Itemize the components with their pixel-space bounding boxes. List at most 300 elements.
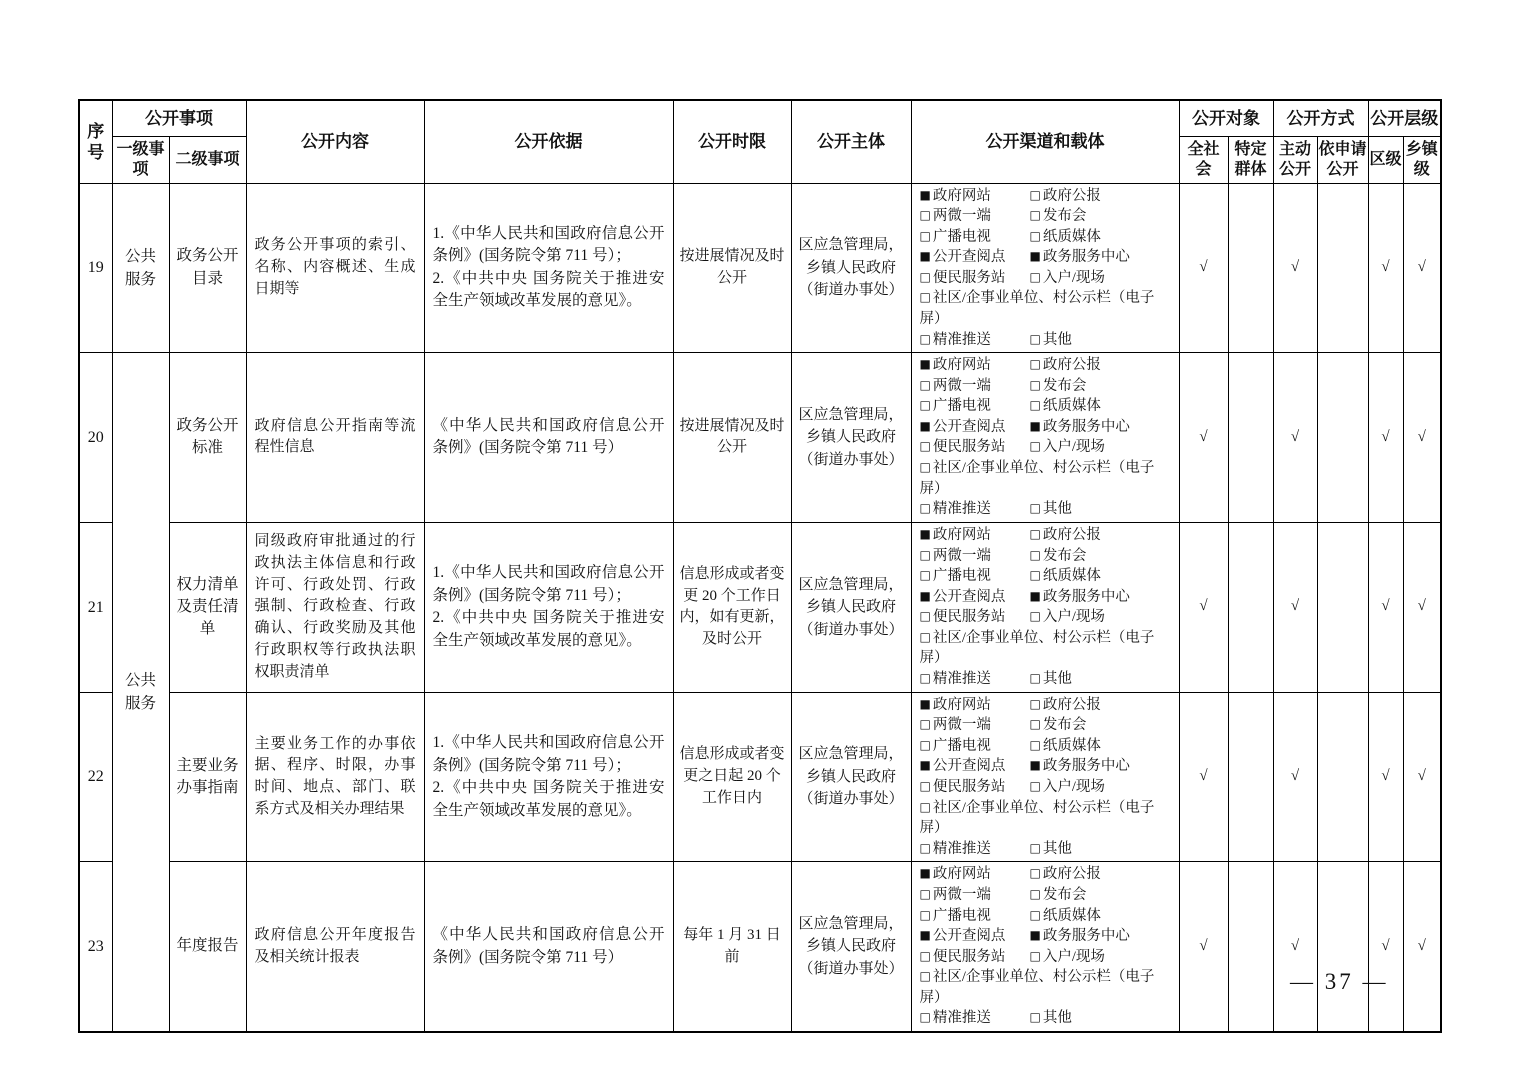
col-header-method-on-request: 依申请公开 xyxy=(1317,136,1368,183)
channel-option-label: 广播电视 xyxy=(932,907,991,924)
col-header-audience: 公开对象 xyxy=(1179,100,1273,136)
channel-option-label: 政务服务中心 xyxy=(1042,758,1130,775)
checkbox-checked-icon: ■ xyxy=(919,588,931,603)
basis-line: 1.《中华人民共和国政府信息公开条例》(国务院令第 711 号）； xyxy=(432,224,665,265)
checkbox-unchecked-icon: □ xyxy=(919,907,931,922)
basis-line: 2.《中共中央 国务院关于推进安全生产领域改革发展的意见》。 xyxy=(432,269,665,310)
channel-option-label: 社区/企事业单位、村公示栏（电子屏） xyxy=(919,969,1155,1006)
channel-option-label: 社区/企事业单位、村公示栏（电子屏） xyxy=(919,629,1155,667)
channel-option-label: 发布会 xyxy=(1042,547,1087,564)
checkbox-unchecked-icon: □ xyxy=(1029,377,1041,392)
channel-list xyxy=(920,186,1171,351)
checkbox-unchecked-icon: □ xyxy=(919,439,931,454)
channel-option-label: 政府公报 xyxy=(1042,866,1101,883)
checkbox-unchecked-icon: □ xyxy=(1029,208,1041,223)
channel-option-label: 公开查阅点 xyxy=(932,928,1006,945)
channel-option xyxy=(920,525,1030,546)
checkbox-unchecked-icon: □ xyxy=(919,290,931,305)
basis-line: 2.《中共中央 国务院关于推进安全生产领域改革发展的意见》。 xyxy=(432,609,665,649)
channel-option-label: 精准推送 xyxy=(932,331,991,348)
channel-option-label: 政府公报 xyxy=(1042,187,1101,204)
checkbox-unchecked-icon: □ xyxy=(919,501,931,516)
cell-check-level-township: √ xyxy=(1403,353,1441,523)
cell-channels xyxy=(911,692,1179,862)
channel-option xyxy=(920,206,1030,227)
checkbox-checked-icon: ■ xyxy=(919,928,931,943)
channel-option-label: 便民服务站 xyxy=(932,609,1006,626)
cell-disclosure-content: 政务公开事项的索引、名称、内容概述、生成日期等 xyxy=(246,183,424,353)
channel-option-label: 社区/企事业单位、村公示栏（电子屏） xyxy=(919,290,1155,327)
cell-level2-item: 主要业务办事指南 xyxy=(169,692,246,862)
cell-channels xyxy=(911,862,1179,1032)
checkbox-unchecked-icon: □ xyxy=(919,779,931,794)
cell-disclosure-subject: 区应急管理局，乡镇人民政府（街道办事处） xyxy=(791,353,911,523)
channel-option xyxy=(920,376,1030,397)
col-header-level: 公开层级 xyxy=(1368,100,1441,136)
channel-option-label: 其他 xyxy=(1042,501,1072,518)
basis-line: 《中华人民共和国政府信息公开条例》(国务院令第 711 号） xyxy=(432,416,665,457)
checkbox-unchecked-icon: □ xyxy=(919,840,931,855)
channel-option-label: 政府网站 xyxy=(932,696,991,713)
channel-option-label: 社区/企事业单位、村公示栏（电子屏） xyxy=(919,799,1155,837)
checkbox-unchecked-icon: □ xyxy=(1029,609,1041,624)
channel-option xyxy=(1030,926,1171,947)
checkbox-unchecked-icon: □ xyxy=(1029,840,1041,855)
col-header-basis: 公开依据 xyxy=(424,100,673,183)
disclosure-table xyxy=(78,99,1442,1033)
channel-option-label: 政府网站 xyxy=(932,187,991,204)
checkbox-unchecked-icon: □ xyxy=(1029,737,1041,752)
channel-list xyxy=(920,355,1171,520)
channel-option-label: 其他 xyxy=(1042,1010,1072,1027)
cell-time-limit: 信息形成或者变更之日起 20 个工作日内 xyxy=(673,692,791,862)
col-header-time-limit: 公开时限 xyxy=(673,100,791,183)
checkbox-checked-icon: ■ xyxy=(919,866,931,881)
channel-option-label: 纸质媒体 xyxy=(1042,568,1101,585)
cell-time-limit: 信息形成或者变更 20 个工作日内，如有更新，及时公开 xyxy=(673,522,791,692)
checkbox-unchecked-icon: □ xyxy=(1029,187,1041,202)
checkbox-unchecked-icon: □ xyxy=(919,969,931,984)
channel-option xyxy=(1030,839,1171,860)
channel-option xyxy=(920,967,1171,1008)
channel-option xyxy=(1030,417,1171,438)
channel-option xyxy=(1030,206,1171,227)
channel-option-label: 政务服务中心 xyxy=(1042,928,1130,945)
channel-option xyxy=(1030,864,1171,885)
channel-option xyxy=(920,1008,1030,1029)
table-body xyxy=(79,183,1441,1032)
cell-level2-item: 政务公开目录 xyxy=(169,183,246,353)
cell-check-level-township: √ xyxy=(1403,862,1441,1032)
checkbox-unchecked-icon: □ xyxy=(1029,501,1041,516)
channel-option-label: 发布会 xyxy=(1042,377,1087,394)
col-header-level-township: 乡镇级 xyxy=(1403,136,1441,183)
channel-option xyxy=(920,355,1030,376)
channel-option-label: 入户/现场 xyxy=(1042,609,1105,626)
checkbox-checked-icon: ■ xyxy=(1029,249,1041,264)
cell-disclosure-content: 主要业务工作的办事依据、程序、时限，办事时间、地点、部门、联系方式及相关办理结果 xyxy=(246,692,424,862)
cell-check-audience-specific xyxy=(1228,862,1273,1032)
channel-option-label: 纸质媒体 xyxy=(1042,737,1101,754)
cell-time-limit: 按进展情况及时公开 xyxy=(673,353,791,523)
cell-time-limit: 按进展情况及时公开 xyxy=(673,183,791,353)
channel-option-label: 便民服务站 xyxy=(932,269,1006,286)
cell-check-method-proactive: √ xyxy=(1273,353,1317,523)
cell-check-method-on-request xyxy=(1317,353,1368,523)
checkbox-checked-icon: ■ xyxy=(919,249,931,264)
basis-line: 2.《中共中央 国务院关于推进安全生产领域改革发展的意见》。 xyxy=(432,779,665,819)
channel-option xyxy=(1030,355,1171,376)
cell-check-level-district: √ xyxy=(1368,183,1403,353)
col-header-method: 公开方式 xyxy=(1273,100,1368,136)
checkbox-unchecked-icon: □ xyxy=(919,228,931,243)
basis-line: 1.《中华人民共和国政府信息公开条例》(国务院令第 711 号）； xyxy=(432,564,665,604)
col-header-audience-specific: 特定群体 xyxy=(1228,136,1273,183)
channel-option-label: 两微一端 xyxy=(932,886,991,903)
channel-option xyxy=(1030,885,1171,906)
channel-option-label: 纸质媒体 xyxy=(1042,228,1101,245)
channel-option-label: 其他 xyxy=(1042,670,1072,687)
basis-line: 《中华人民共和国政府信息公开条例》(国务院令第 711 号） xyxy=(432,926,665,966)
channel-option-label: 两微一端 xyxy=(932,547,991,564)
checkbox-checked-icon: ■ xyxy=(1029,418,1041,433)
cell-check-method-proactive: √ xyxy=(1273,862,1317,1032)
cell-disclosure-content: 政府信息公开年度报告及相关统计报表 xyxy=(246,862,424,1032)
checkbox-unchecked-icon: □ xyxy=(919,568,931,583)
channel-option-label: 政务服务中心 xyxy=(1042,588,1130,605)
checkbox-unchecked-icon: □ xyxy=(919,717,931,732)
channel-option xyxy=(920,777,1030,798)
checkbox-checked-icon: ■ xyxy=(919,758,931,773)
checkbox-unchecked-icon: □ xyxy=(1029,779,1041,794)
channel-option xyxy=(920,186,1030,207)
channel-option xyxy=(1030,906,1171,927)
channel-option-label: 政府公报 xyxy=(1042,357,1101,374)
channel-option-label: 其他 xyxy=(1042,840,1072,857)
channel-option xyxy=(920,607,1030,628)
checkbox-unchecked-icon: □ xyxy=(919,609,931,624)
channel-option xyxy=(1030,777,1171,798)
cell-level1-item: 公共服务 xyxy=(112,183,169,353)
channel-option xyxy=(920,437,1030,458)
checkbox-unchecked-icon: □ xyxy=(919,208,931,223)
col-header-level2-item: 二级事项 xyxy=(169,136,246,183)
channel-list xyxy=(920,864,1171,1029)
checkbox-unchecked-icon: □ xyxy=(1029,717,1041,732)
channel-option xyxy=(920,864,1030,885)
channel-option xyxy=(920,566,1030,587)
cell-check-level-district: √ xyxy=(1368,522,1403,692)
checkbox-unchecked-icon: □ xyxy=(1029,547,1041,562)
channel-option-label: 广播电视 xyxy=(932,228,991,245)
channel-option xyxy=(920,695,1030,716)
cell-disclosure-basis xyxy=(424,353,673,523)
channel-option xyxy=(1030,546,1171,567)
channel-option xyxy=(1030,715,1171,736)
cell-check-audience-all: √ xyxy=(1179,862,1228,1032)
cell-check-audience-specific xyxy=(1228,522,1273,692)
channel-option xyxy=(1030,566,1171,587)
channel-option-label: 精准推送 xyxy=(932,840,991,857)
channel-option-label: 其他 xyxy=(1042,331,1072,348)
channel-option xyxy=(920,247,1030,268)
cell-check-level-district: √ xyxy=(1368,353,1403,523)
channel-option xyxy=(1030,525,1171,546)
cell-level2-item: 年度报告 xyxy=(169,862,246,1032)
checkbox-unchecked-icon: □ xyxy=(1029,526,1041,541)
table-row xyxy=(79,862,1441,1032)
col-header-method-proactive: 主动公开 xyxy=(1273,136,1317,183)
cell-serial-number: 20 xyxy=(79,353,112,523)
channel-option-label: 政府公报 xyxy=(1042,526,1101,543)
channel-option xyxy=(1030,268,1171,289)
cell-level2-item: 权力清单及责任清单 xyxy=(169,522,246,692)
checkbox-unchecked-icon: □ xyxy=(1029,886,1041,901)
cell-disclosure-basis xyxy=(424,862,673,1032)
checkbox-unchecked-icon: □ xyxy=(1029,439,1041,454)
checkbox-unchecked-icon: □ xyxy=(1029,269,1041,284)
checkbox-unchecked-icon: □ xyxy=(919,948,931,963)
checkbox-checked-icon: ■ xyxy=(919,357,931,372)
cell-check-level-township: √ xyxy=(1403,183,1441,353)
col-header-content: 公开内容 xyxy=(246,100,424,183)
checkbox-unchecked-icon: □ xyxy=(1029,568,1041,583)
checkbox-unchecked-icon: □ xyxy=(919,886,931,901)
channel-option-label: 政务服务中心 xyxy=(1042,418,1130,435)
table-row xyxy=(79,522,1441,692)
checkbox-unchecked-icon: □ xyxy=(1029,228,1041,243)
cell-channels xyxy=(911,522,1179,692)
channel-option xyxy=(920,669,1030,690)
checkbox-unchecked-icon: □ xyxy=(1029,1010,1041,1025)
channel-option xyxy=(920,839,1030,860)
checkbox-checked-icon: ■ xyxy=(919,526,931,541)
channel-option-label: 纸质媒体 xyxy=(1042,907,1101,924)
channel-option xyxy=(1030,669,1171,690)
channel-option-label: 社区/企事业单位、村公示栏（电子屏） xyxy=(919,460,1155,497)
cell-disclosure-content: 政府信息公开指南等流程性信息 xyxy=(246,353,424,523)
channel-option xyxy=(920,756,1030,777)
checkbox-unchecked-icon: □ xyxy=(919,799,931,814)
channel-option-label: 发布会 xyxy=(1042,886,1087,903)
channel-option-label: 政府网站 xyxy=(932,357,991,374)
cell-disclosure-subject: 区应急管理局，乡镇人民政府（街道办事处） xyxy=(791,522,911,692)
channel-option xyxy=(1030,736,1171,757)
channel-option xyxy=(920,628,1160,669)
cell-disclosure-content: 同级政府审批通过的行政执法主体信息和行政许可、行政处罚、行政强制、行政检查、行政确认、行政奖励及其他行政职权等行政执法职权职责清单 xyxy=(246,522,424,692)
checkbox-unchecked-icon: □ xyxy=(919,331,931,346)
checkbox-checked-icon: ■ xyxy=(1029,758,1041,773)
cell-check-audience-specific xyxy=(1228,353,1273,523)
cell-check-level-township: √ xyxy=(1403,522,1441,692)
channel-option xyxy=(1030,756,1171,777)
channel-option xyxy=(1030,587,1171,608)
cell-channels xyxy=(911,353,1179,523)
checkbox-unchecked-icon: □ xyxy=(919,269,931,284)
channel-option xyxy=(920,587,1030,608)
channel-option-label: 广播电视 xyxy=(932,568,991,585)
cell-serial-number: 22 xyxy=(79,692,112,862)
table-row xyxy=(79,353,1441,523)
channel-option-label: 入户/现场 xyxy=(1042,439,1105,456)
cell-check-method-on-request xyxy=(1317,862,1368,1032)
channel-option xyxy=(920,499,1030,520)
checkbox-unchecked-icon: □ xyxy=(919,670,931,685)
checkbox-unchecked-icon: □ xyxy=(1029,331,1041,346)
cell-check-method-on-request xyxy=(1317,522,1368,692)
cell-check-method-on-request xyxy=(1317,692,1368,862)
cell-disclosure-subject: 区应急管理局，乡镇人民政府（街道办事处） xyxy=(791,183,911,353)
channel-option xyxy=(920,396,1030,417)
channel-option xyxy=(1030,396,1171,417)
channel-option xyxy=(920,906,1030,927)
channel-option xyxy=(920,926,1030,947)
channel-option-label: 两微一端 xyxy=(932,208,991,225)
checkbox-unchecked-icon: □ xyxy=(919,737,931,752)
channel-option-label: 精准推送 xyxy=(932,501,991,518)
channel-option xyxy=(920,330,1030,351)
cell-check-audience-all: √ xyxy=(1179,522,1228,692)
checkbox-unchecked-icon: □ xyxy=(919,1010,931,1025)
cell-serial-number: 21 xyxy=(79,522,112,692)
checkbox-checked-icon: ■ xyxy=(1029,928,1041,943)
cell-check-audience-all: √ xyxy=(1179,692,1228,862)
basis-line: 1.《中华人民共和国政府信息公开条例》(国务院令第 711 号）； xyxy=(432,734,665,774)
channel-option-label: 发布会 xyxy=(1042,208,1087,225)
cell-check-level-district: √ xyxy=(1368,862,1403,1032)
channel-option-label: 便民服务站 xyxy=(932,948,1006,965)
channel-option xyxy=(920,458,1171,499)
checkbox-unchecked-icon: □ xyxy=(919,377,931,392)
checkbox-unchecked-icon: □ xyxy=(1029,696,1041,711)
cell-disclosure-basis xyxy=(424,522,673,692)
channel-option-label: 公开查阅点 xyxy=(932,588,1006,605)
channel-option-label: 政府网站 xyxy=(932,526,991,543)
channel-option-label: 两微一端 xyxy=(932,717,991,734)
channel-list xyxy=(920,695,1171,860)
checkbox-unchecked-icon: □ xyxy=(1029,907,1041,922)
channel-option xyxy=(1030,376,1171,397)
channel-option xyxy=(1030,695,1171,716)
cell-disclosure-subject: 区应急管理局，乡镇人民政府（街道办事处） xyxy=(791,862,911,1032)
channel-option xyxy=(920,227,1030,248)
channel-option xyxy=(1030,186,1171,207)
channel-option-label: 便民服务站 xyxy=(932,439,1006,456)
channel-option xyxy=(920,885,1030,906)
checkbox-unchecked-icon: □ xyxy=(1029,948,1041,963)
cell-serial-number: 19 xyxy=(79,183,112,353)
channel-option xyxy=(1030,247,1171,268)
col-header-level1-item: 一级事项 xyxy=(112,136,169,183)
channel-option xyxy=(920,546,1030,567)
table-header xyxy=(79,100,1441,183)
channel-option xyxy=(920,715,1030,736)
channel-option-label: 政府网站 xyxy=(932,866,991,883)
channel-option-label: 两微一端 xyxy=(932,377,991,394)
cell-check-audience-all: √ xyxy=(1179,353,1228,523)
channel-list xyxy=(920,525,1171,690)
cell-check-audience-specific xyxy=(1228,692,1273,862)
col-header-disclosure-item: 公开事项 xyxy=(112,100,246,136)
channel-option xyxy=(920,736,1030,757)
cell-time-limit: 每年 1 月 31 日前 xyxy=(673,862,791,1032)
checkbox-unchecked-icon: □ xyxy=(1029,398,1041,413)
channel-option xyxy=(920,798,1171,839)
checkbox-unchecked-icon: □ xyxy=(919,398,931,413)
channel-option xyxy=(1030,947,1171,968)
cell-check-audience-specific xyxy=(1228,183,1273,353)
cell-level2-item: 政务公开标准 xyxy=(169,353,246,523)
cell-check-audience-all: √ xyxy=(1179,183,1228,353)
cell-disclosure-basis xyxy=(424,183,673,353)
cell-serial-number: 23 xyxy=(79,862,112,1032)
checkbox-unchecked-icon: □ xyxy=(919,547,931,562)
cell-disclosure-basis xyxy=(424,692,673,862)
cell-level1-item: 公共服务 xyxy=(112,353,169,1032)
checkbox-unchecked-icon: □ xyxy=(1029,866,1041,881)
col-header-audience-all: 全社会 xyxy=(1179,136,1228,183)
channel-option xyxy=(1030,1008,1171,1029)
cell-check-method-proactive: √ xyxy=(1273,522,1317,692)
channel-option-label: 便民服务站 xyxy=(932,779,1006,796)
cell-check-level-district: √ xyxy=(1368,692,1403,862)
channel-option xyxy=(920,417,1030,438)
checkbox-unchecked-icon: □ xyxy=(919,460,931,475)
checkbox-checked-icon: ■ xyxy=(919,696,931,711)
checkbox-checked-icon: ■ xyxy=(919,418,931,433)
channel-option xyxy=(1030,437,1171,458)
channel-option-label: 广播电视 xyxy=(932,737,991,754)
channel-option xyxy=(1030,607,1171,628)
checkbox-checked-icon: ■ xyxy=(1029,588,1041,603)
channel-option-label: 广播电视 xyxy=(932,398,991,415)
cell-check-method-on-request xyxy=(1317,183,1368,353)
channel-option-label: 政务服务中心 xyxy=(1042,249,1130,266)
channel-option-label: 公开查阅点 xyxy=(932,418,1006,435)
col-header-subject: 公开主体 xyxy=(791,100,911,183)
table-row xyxy=(79,692,1441,862)
channel-option-label: 公开查阅点 xyxy=(932,758,1006,775)
channel-option-label: 发布会 xyxy=(1042,717,1087,734)
checkbox-unchecked-icon: □ xyxy=(1029,357,1041,372)
cell-check-method-proactive: √ xyxy=(1273,183,1317,353)
channel-option-label: 精准推送 xyxy=(932,1010,991,1027)
channel-option xyxy=(1030,227,1171,248)
channel-option-label: 入户/现场 xyxy=(1042,269,1105,286)
cell-check-level-township: √ xyxy=(1403,692,1441,862)
col-header-level-district: 区级 xyxy=(1368,136,1403,183)
channel-option-label: 公开查阅点 xyxy=(932,249,1006,266)
channel-option-label: 纸质媒体 xyxy=(1042,398,1101,415)
checkbox-unchecked-icon: □ xyxy=(919,629,931,644)
cell-check-method-proactive: √ xyxy=(1273,692,1317,862)
channel-option xyxy=(1030,499,1171,520)
checkbox-checked-icon: ■ xyxy=(919,187,931,202)
channel-option-label: 政府公报 xyxy=(1042,696,1101,713)
channel-option xyxy=(920,288,1171,329)
channel-option xyxy=(920,947,1030,968)
channel-option-label: 精准推送 xyxy=(932,670,991,687)
channel-option-label: 入户/现场 xyxy=(1042,948,1105,965)
channel-option xyxy=(920,268,1030,289)
checkbox-unchecked-icon: □ xyxy=(1029,670,1041,685)
cell-disclosure-subject: 区应急管理局，乡镇人民政府（街道办事处） xyxy=(791,692,911,862)
page-number: — 37 — xyxy=(1290,969,1389,994)
cell-channels xyxy=(911,183,1179,353)
channel-option xyxy=(1030,330,1171,351)
col-header-channels: 公开渠道和载体 xyxy=(911,100,1179,183)
table-row xyxy=(79,183,1441,353)
